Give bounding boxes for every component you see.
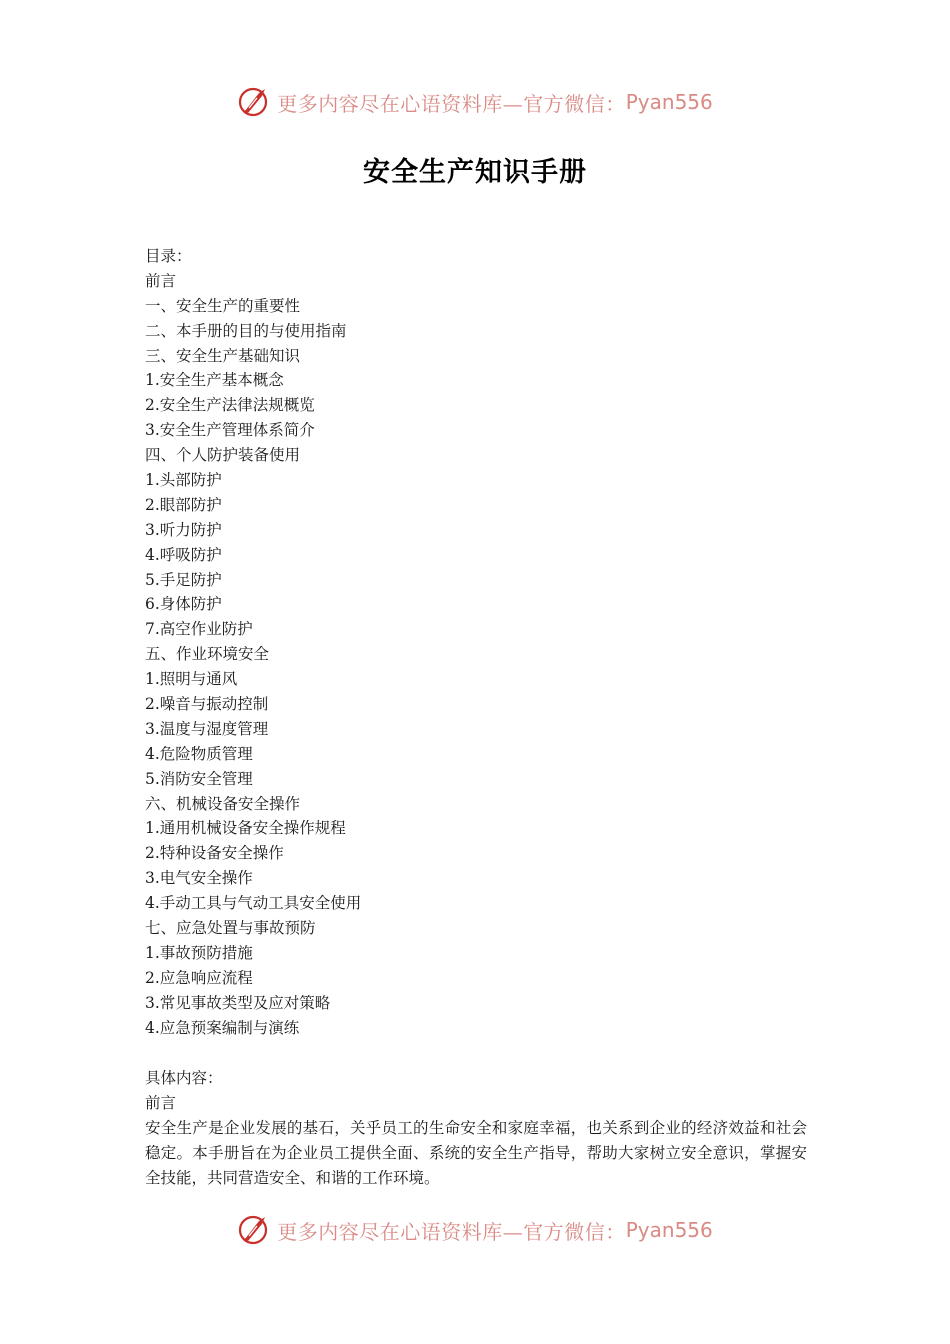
toc-item: 2.特种设备安全操作 [145, 844, 284, 863]
toc-item: 2.应急响应流程 [145, 968, 253, 987]
toc-item: 4.应急预案编制与演练 [145, 1018, 300, 1037]
toc-item: 七、应急处置与事故预防 [145, 919, 316, 938]
toc-item: 6.身体防护 [145, 595, 222, 614]
toc-item: 3.常见事故类型及应对策略 [145, 993, 331, 1012]
toc-item: 三、安全生产基础知识 [145, 346, 301, 365]
toc-item: 4.危险物质管理 [145, 744, 253, 763]
toc-item: 3.温度与湿度管理 [145, 719, 269, 738]
header-banner [0, 80, 950, 124]
toc-item: 4.呼吸防护 [145, 545, 222, 564]
toc-item: 1.头部防护 [145, 471, 222, 490]
toc-item: 1.照明与通风 [145, 670, 238, 689]
toc-item: 5.消防安全管理 [145, 769, 253, 788]
toc-item: 3.电气安全操作 [145, 869, 253, 888]
toc-item: 五、作业环境安全 [145, 645, 270, 664]
toc-item: 2.安全生产法律法规概览 [145, 396, 315, 415]
table-of-contents [145, 244, 361, 1041]
toc-item: 四、个人防护装备使用 [145, 446, 301, 465]
banner-text: 更多内容尽在心语资料库—官方微信： [277, 91, 626, 116]
toc-item: 1.通用机械设备安全操作规程 [145, 819, 346, 838]
toc-item: 7.高空作业防护 [145, 620, 253, 639]
document-title: 安全生产知识手册 [363, 157, 587, 188]
toc-item: 六、机械设备安全操作 [145, 794, 301, 813]
toc-item: 二、本手册的目的与使用指南 [145, 321, 347, 340]
footer-banner [0, 1208, 950, 1252]
toc-item: 一、安全生产的重要性 [145, 296, 301, 315]
content-heading: 具体内容： [145, 1069, 223, 1087]
toc-heading: 目录： [145, 247, 192, 265]
toc-item: 1.事故预防措施 [145, 943, 253, 962]
pen-nib-logo-icon [237, 84, 273, 120]
preface-paragraph: 安全生产是企业发展的基石，关乎员工的生命安全和家庭幸福，也关系到企业的经济效益和社会稳定。本手册旨在为企业员工提供全面、系统的安全生产指导，帮助大家树立安全意识，掌握安全技能，共同营造安全、和谐的工作环境。 [145, 1118, 807, 1187]
pen-nib-logo-icon [237, 1212, 273, 1248]
toc-item: 2.眼部防护 [145, 495, 222, 514]
section-title: 前言 [145, 1093, 177, 1112]
content-section [145, 1066, 807, 1191]
toc-item: 1.安全生产基本概念 [145, 371, 284, 390]
toc-item: 5.手足防护 [145, 570, 222, 589]
toc-item: 前言 [145, 271, 177, 290]
banner-wechat-id: Pyan556 [625, 90, 713, 114]
toc-item: 2.噪音与振动控制 [145, 695, 269, 714]
banner-wechat-id: Pyan556 [625, 1218, 713, 1242]
toc-item: 4.手动工具与气动工具安全使用 [145, 894, 362, 913]
toc-item: 3.听力防护 [145, 520, 222, 539]
banner-text: 更多内容尽在心语资料库—官方微信： [277, 1219, 626, 1244]
toc-item: 3.安全生产管理体系简介 [145, 421, 315, 440]
